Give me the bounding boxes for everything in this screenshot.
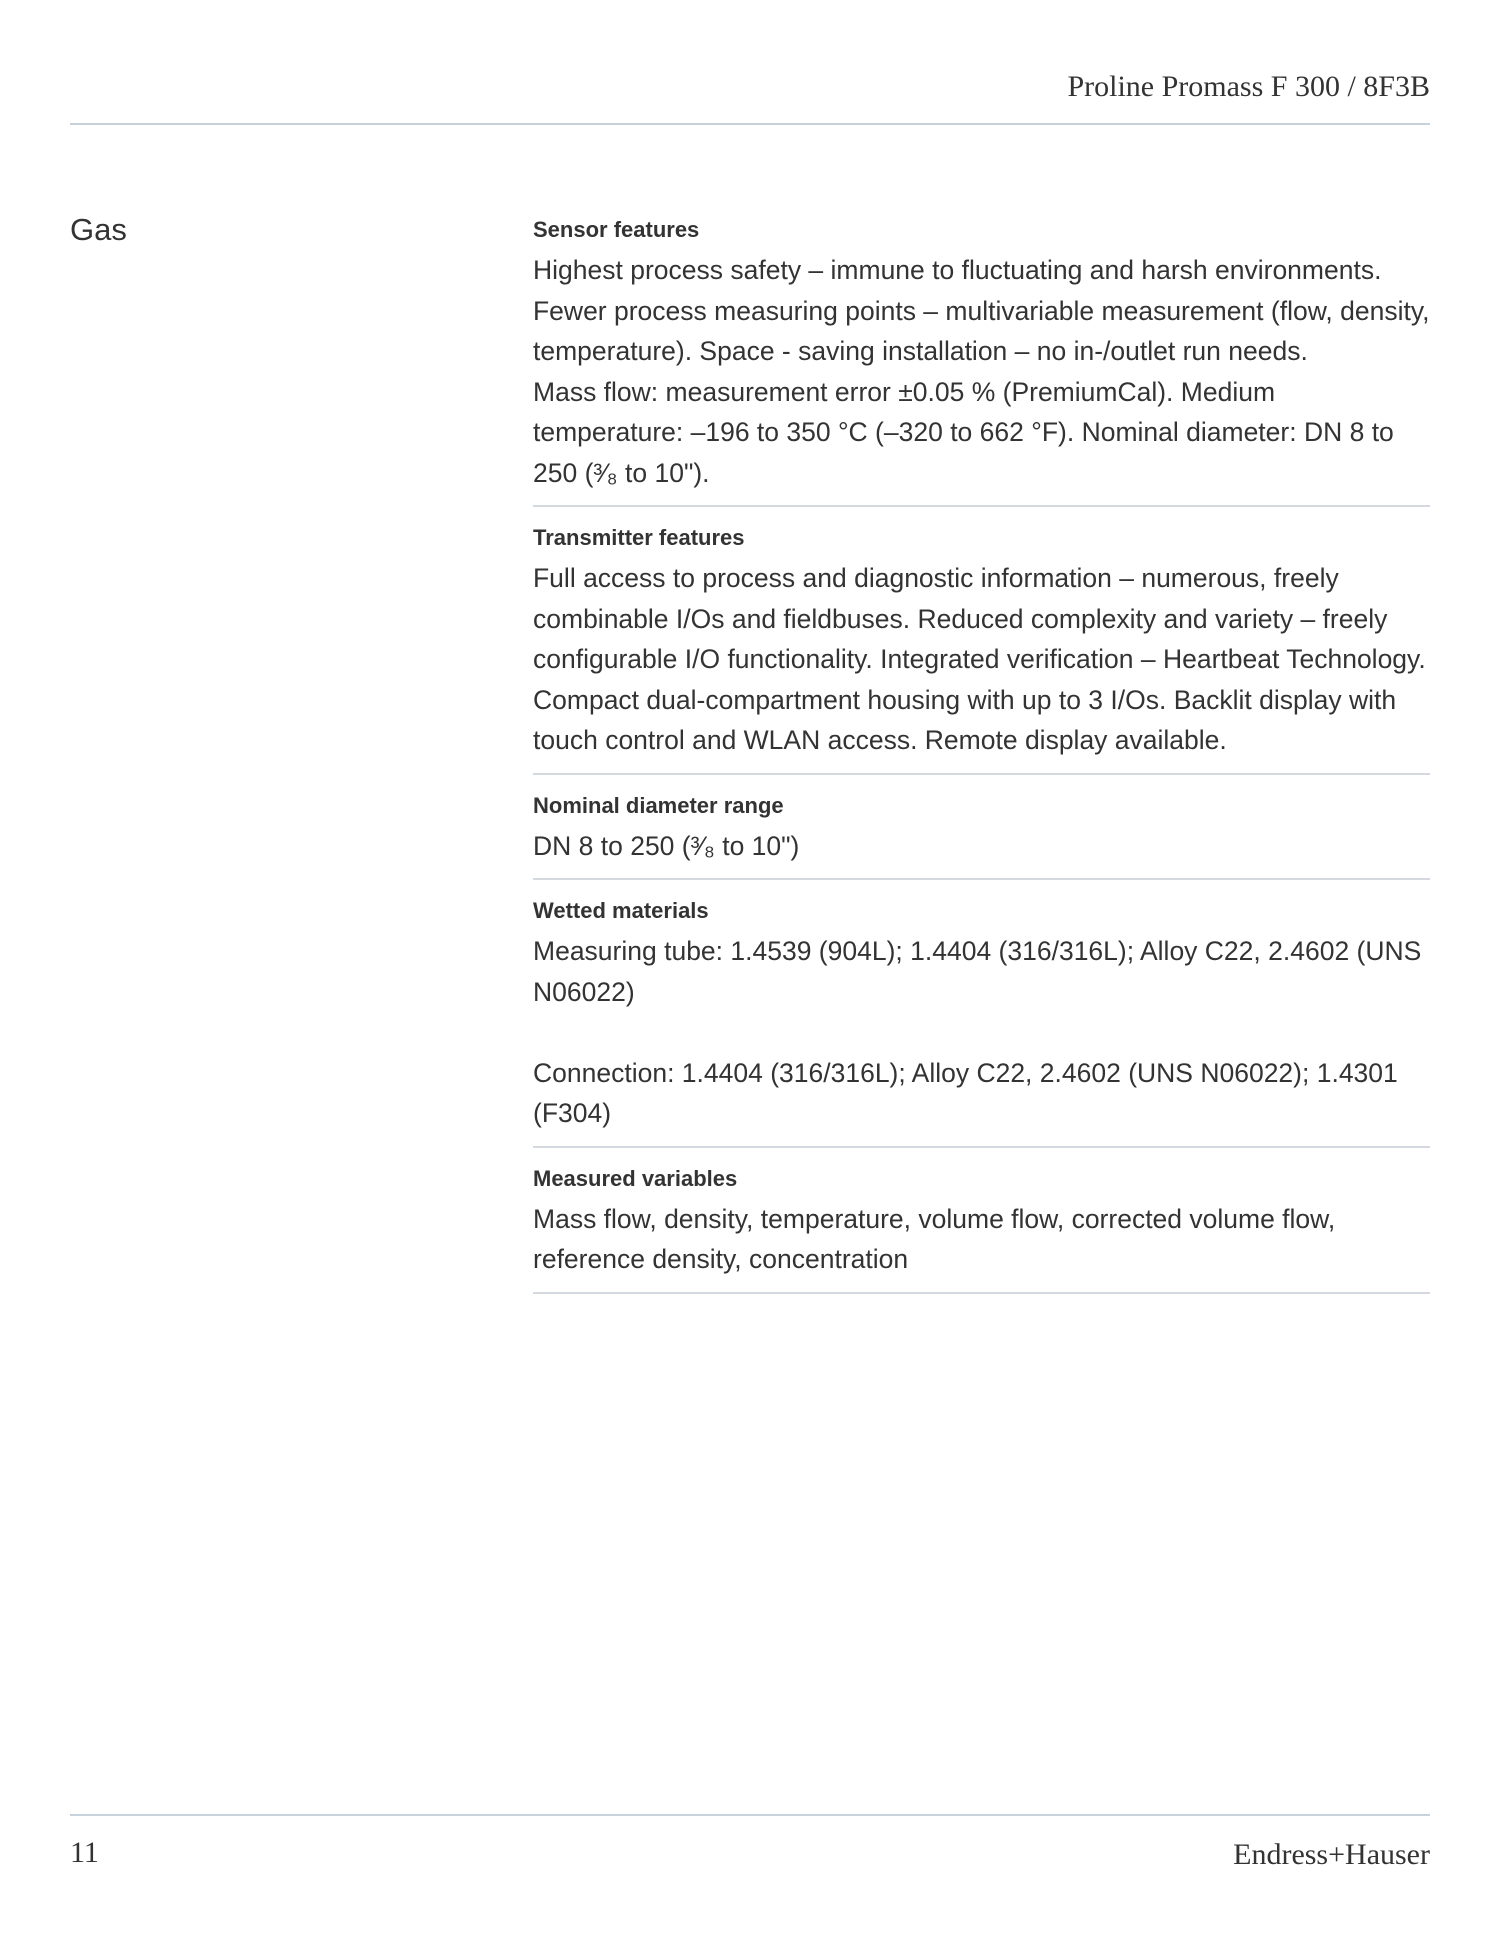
sensor-features-block [533,218,1430,507]
wetted-materials-title: Wetted materials [533,898,709,923]
transmitter-features-block [533,526,1430,775]
page-number: 11 [70,1836,99,1869]
nominal-diameter-text: DN 8 to 250 (³⁄₈ to 10") [533,830,800,861]
brand-name: Endress+Hauser [1233,1838,1430,1871]
paragraph-spacer [533,1012,1430,1053]
document-title: Proline Promass F 300 / 8F3B [1067,70,1430,103]
wetted-materials-block [533,899,1430,1148]
transmitter-features-text-2: Compact dual-compartment housing with up to 3 I/Os. Backlit display with touch control and WLAN access. Remote display available. [533,684,1397,755]
nominal-diameter-block [533,794,1430,881]
nominal-diameter-title: Nominal diameter range [533,792,784,818]
wetted-materials-connection-text: Connection: 1.4404 (316/316L); Alloy C22, 2.4602 (UNS N06022); 1.4301 (F304) [533,1057,1398,1128]
measured-variables-text: Mass flow, density, temperature, volume flow, corrected volume flow, reference density, concentration [533,1203,1336,1274]
transmitter-features-title: Transmitter features [533,525,745,550]
measured-variables-title: Measured variables [533,1165,738,1191]
page-footer [70,1814,1430,1871]
sensor-features-text-2: Mass flow: measurement error ±0.05 % (PremiumCal). Medium temperature: –196 to 350 °C (–320 to 662 °F). Nominal diameter: DN 8 to 250 (³⁄₈ to 10"). [533,376,1394,488]
section-label-gas: Gas [70,212,127,247]
sensor-features-text-1: Highest process safety – immune to fluctuating and harsh environments. Fewer process measuring points – multivariable measurement (flow, density, temperature). Space - saving installation – no in-/outlet run needs. [533,255,1430,366]
sensor-features-title: Sensor features [533,217,700,242]
transmitter-features-text-1: Full access to process and diagnostic information – numerous, freely combinable I/Os and fieldbuses. Reduced complexity and variety – freely configurable I/O functionality. Integrated verification – Heartbeat Technology. [533,563,1426,674]
measured-variables-block [533,1167,1430,1294]
feature-content [533,218,1430,1313]
page-header [70,70,1430,125]
wetted-materials-tube-text: Measuring tube: 1.4539 (904L); 1.4404 (316/316L); Alloy C22, 2.4602 (UNS N06022) [533,936,1422,1007]
